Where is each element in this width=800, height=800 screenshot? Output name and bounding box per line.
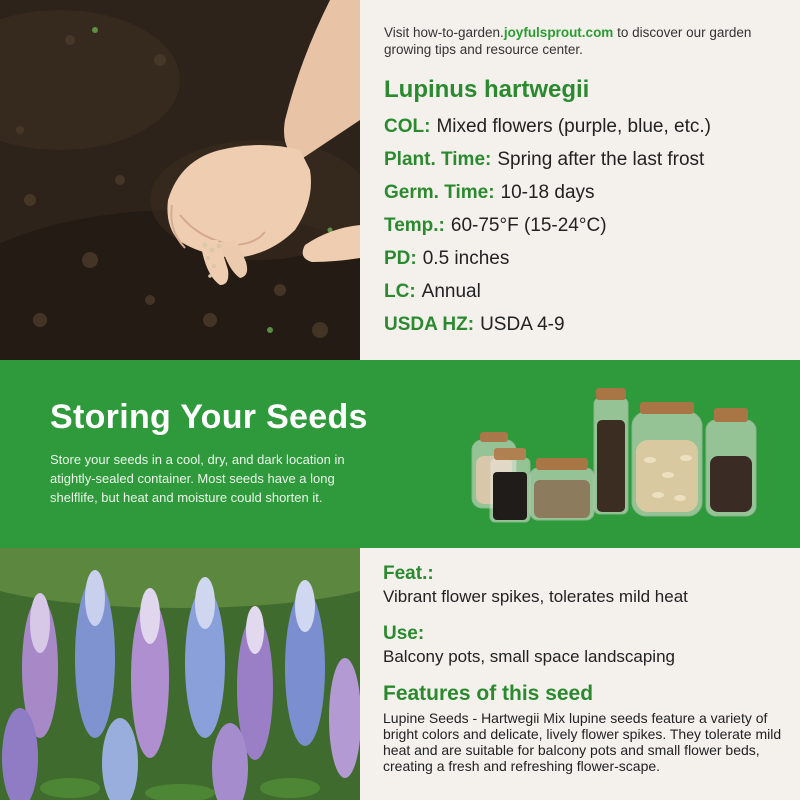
seed-features-text: Lupine Seeds - Hartwegii Mix lupine seeds feature a variety of bright colors and delicate, lively flower spikes. They tolerate mild heat and are suitable for balcony pots and small flower beds, creating a fresh and refreshing flower-scape.	[383, 710, 782, 774]
spec-planting-time	[384, 149, 784, 182]
spec-value: 60-75°F (15-24°C)	[450, 215, 607, 236]
spec-germination-time	[384, 182, 784, 215]
hand-sowing-illustration	[0, 0, 360, 360]
features-panel	[383, 562, 793, 774]
spec-temperature	[384, 215, 784, 248]
seed-jars-illustration	[450, 380, 770, 530]
spec-planting-depth	[384, 248, 784, 281]
spec-label: COL:	[384, 116, 431, 137]
spec-hardiness-zone	[384, 314, 784, 347]
plant-name: Lupinus hartwegii	[384, 76, 590, 103]
use-text: Balcony pots, small space landscaping	[383, 647, 675, 666]
seed-features-heading: Features of this seed	[383, 682, 594, 705]
lupine-flowers-illustration	[0, 548, 360, 800]
plant-info-section	[0, 0, 800, 360]
storing-title: Storing Your Seeds	[50, 398, 368, 436]
spec-value: Annual	[421, 281, 481, 302]
visit-website-text	[384, 24, 784, 58]
seed-jars-photo	[450, 380, 770, 530]
spec-label: Plant. Time:	[384, 149, 492, 170]
spec-life-cycle	[384, 281, 784, 314]
website-link[interactable]: joyfulsprout.com	[503, 25, 614, 40]
visit-suffix: to discover our garden growing tips and resource center.	[384, 25, 752, 57]
spec-label: Germ. Time:	[384, 182, 495, 203]
use-heading: Use:	[383, 623, 425, 644]
feat-text: Vibrant flower spikes, tolerates mild heat	[383, 587, 688, 606]
plant-info-panel	[384, 24, 784, 347]
spec-value: Mixed flowers (purple, blue, etc.)	[436, 116, 711, 137]
spec-label: LC:	[384, 281, 416, 302]
spec-value: 10-18 days	[500, 182, 595, 203]
spec-label: PD:	[384, 248, 417, 269]
spec-color	[384, 116, 784, 149]
visit-prefix: Visit how-to-garden.	[384, 25, 504, 40]
hand-sowing-seeds-photo	[0, 0, 360, 360]
lupine-flowers-photo	[0, 548, 360, 800]
spec-value: Spring after the last frost	[497, 149, 705, 170]
feat-heading: Feat.:	[383, 563, 434, 584]
spec-label: USDA HZ:	[384, 314, 475, 335]
spec-value: 0.5 inches	[422, 248, 510, 269]
spec-value: USDA 4-9	[480, 314, 565, 335]
storing-text: Store your seeds in a cool, dry, and dark location in atightly-sealed container. Most seeds have a long shelflife, but heat and moisture could shorten it.	[50, 452, 345, 505]
spec-label: Temp.:	[384, 215, 445, 236]
